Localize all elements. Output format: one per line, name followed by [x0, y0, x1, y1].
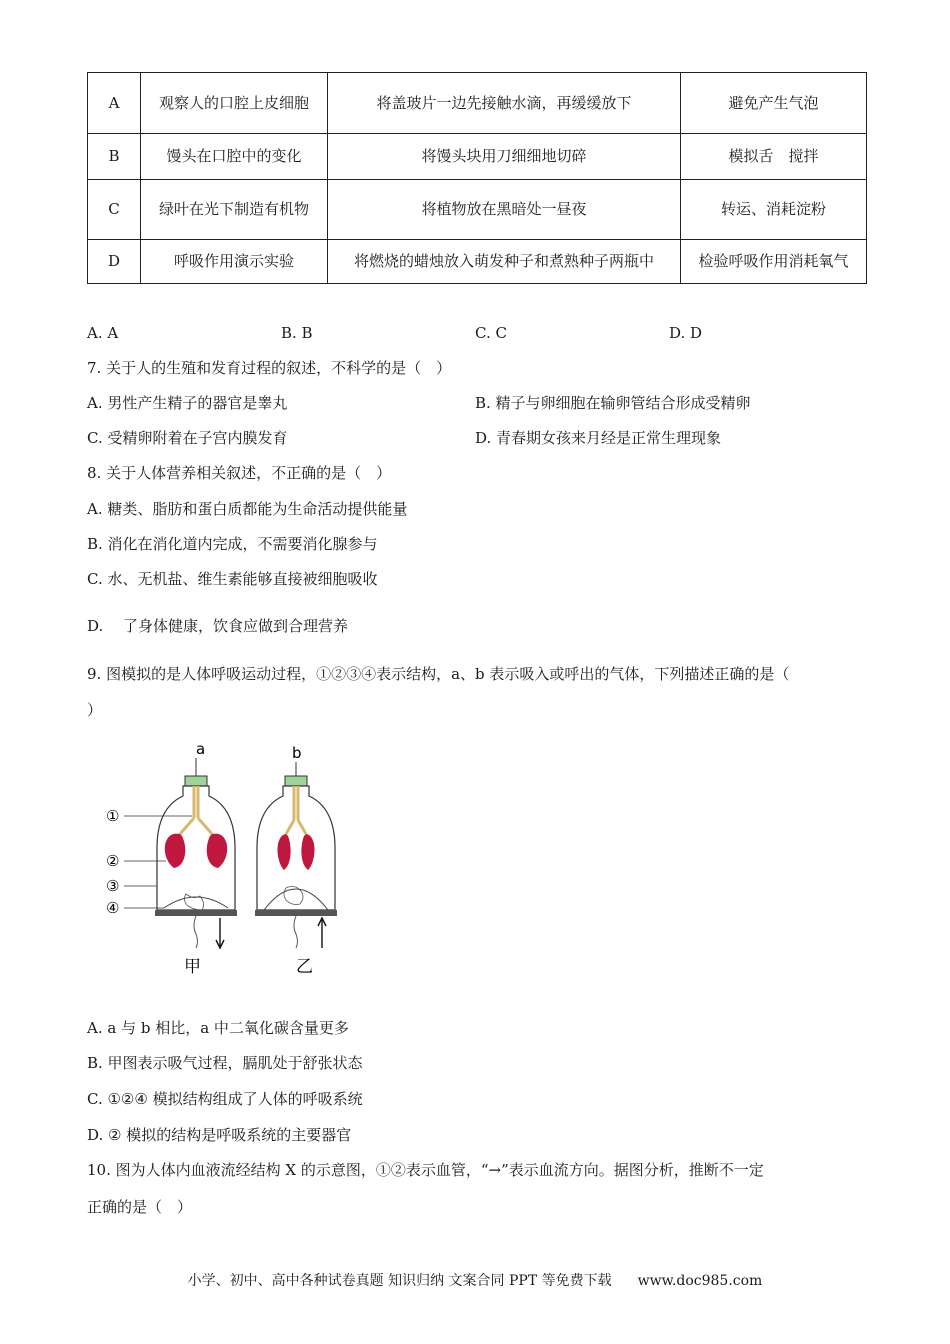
q6-option-d: D. D [669, 324, 703, 342]
q7-option-b: B. 精子与卵细胞在输卵管结合形成受精卵 [475, 394, 751, 412]
experiment-name: 绿叶在光下制造有机物 [141, 180, 328, 240]
q8-option-a: A. 糖类、脂肪和蛋白质都能为生命活动提供能量 [87, 500, 408, 518]
experiment-purpose: 避免产生气泡 [681, 73, 867, 134]
breathing-model-figure [100, 738, 360, 983]
experiment-name: 馒头在口腔中的变化 [141, 134, 328, 180]
experiment-name: 呼吸作用演示实验 [141, 240, 328, 284]
experiment-purpose: 转运、消耗淀粉 [681, 180, 867, 240]
row-label: C [88, 180, 141, 240]
experiment-method: 将植物放在黑暗处一昼夜 [328, 180, 681, 240]
trachea-icon [286, 786, 306, 834]
jar-right [255, 776, 337, 948]
marker-1: ① [106, 807, 120, 825]
q8-option-d: D. 了身体健康，饮食应做到合理营养 [87, 617, 349, 635]
q9-stem: 9. 图模拟的是人体呼吸运动过程，①②③④表示结构，a、b 表示吸入或呼出的气体，下列描述正确的是（ [87, 665, 790, 683]
row-label: A [88, 73, 141, 134]
q7-stem: 7. 关于人的生殖和发育过程的叙述，不科学的是（ ） [87, 359, 452, 377]
gas-b-label: b [292, 744, 302, 762]
stopper-icon [185, 776, 207, 786]
caption-jia: 甲 [184, 957, 201, 977]
string-icon [294, 916, 298, 948]
marker-4: ④ [106, 899, 120, 917]
footer-text: 小学、初中、高中各种试卷真题 知识归纳 文案合同 PPT 等免费下载 [187, 1273, 612, 1289]
diaphragm-membrane [264, 889, 328, 910]
row-label: B [88, 134, 141, 180]
q9-option-d: D. ② 模拟的结构是呼吸系统的主要器官 [87, 1126, 352, 1144]
lung-icon [301, 834, 314, 870]
experiment-purpose: 模拟舌 搅拌 [681, 134, 867, 180]
table-row [88, 73, 867, 134]
q8-option-b: B. 消化在消化道内完成，不需要消化腺参与 [87, 535, 378, 553]
experiment-purpose: 检验呼吸作用消耗氧气 [681, 240, 867, 284]
lung-icon [165, 834, 185, 868]
string-icon [194, 916, 198, 948]
diaphragm-membrane [164, 897, 228, 908]
q8-option-c: C. 水、无机盐、维生素能够直接被细胞吸收 [87, 570, 378, 588]
q10-stem: 10. 图为人体内血液流经结构 X 的示意图，①②表示血管，“→”表示血流方向。据图分析，推断不一定 [87, 1161, 764, 1179]
q9-option-b: B. 甲图表示吸气过程，膈肌处于舒张状态 [87, 1054, 363, 1072]
q7-option-a: A. 男性产生精子的器官是睾丸 [87, 394, 288, 412]
marker-3: ③ [106, 877, 120, 895]
gas-a-label: a [196, 740, 206, 758]
bell-jar-icon [257, 786, 335, 910]
experiment-method: 将馒头块用刀细细地切碎 [328, 134, 681, 180]
stopper-icon [285, 776, 307, 786]
q6-option-b: B. B [281, 324, 313, 342]
trachea-icon [180, 786, 212, 834]
q6-option-a: A. A [87, 324, 119, 342]
lung-icon [207, 834, 227, 868]
q9-option-c: C. ①②④ 模拟结构组成了人体的呼吸系统 [87, 1090, 363, 1108]
q6-option-c: C. C [475, 324, 507, 342]
table-row [88, 134, 867, 180]
q7-option-c: C. 受精卵附着在子宫内膜发育 [87, 429, 288, 447]
q8-stem: 8. 关于人体营养相关叙述，不正确的是（ ） [87, 464, 392, 482]
table-row [88, 240, 867, 284]
row-label: D [88, 240, 141, 284]
lung-icon [278, 834, 291, 870]
q7-option-d: D. 青春期女孩来月经是正常生理现象 [475, 429, 722, 447]
experiment-name: 观察人的口腔上皮细胞 [141, 73, 328, 134]
caption-yi: 乙 [296, 957, 313, 977]
table-row [88, 180, 867, 240]
experiment-table [87, 72, 867, 284]
base-plate [155, 910, 237, 916]
breathing-model-diagram [100, 738, 360, 983]
hand-icon [184, 894, 203, 910]
marker-2: ② [106, 852, 120, 870]
page-footer [0, 1270, 950, 1290]
experiment-method: 将盖玻片一边先接触水滴，再缓缓放下 [328, 73, 681, 134]
q9-stem-end: ） [87, 701, 103, 719]
jar-left [155, 776, 237, 948]
q10-stem-end: 正确的是（ ） [87, 1198, 193, 1216]
q9-option-a: A. a 与 b 相比，a 中二氧化碳含量更多 [87, 1019, 349, 1037]
experiment-method: 将燃烧的蜡烛放入萌发种子和煮熟种子两瓶中 [328, 240, 681, 284]
footer-link[interactable]: www.doc985.com [637, 1273, 763, 1289]
base-plate [255, 910, 337, 916]
